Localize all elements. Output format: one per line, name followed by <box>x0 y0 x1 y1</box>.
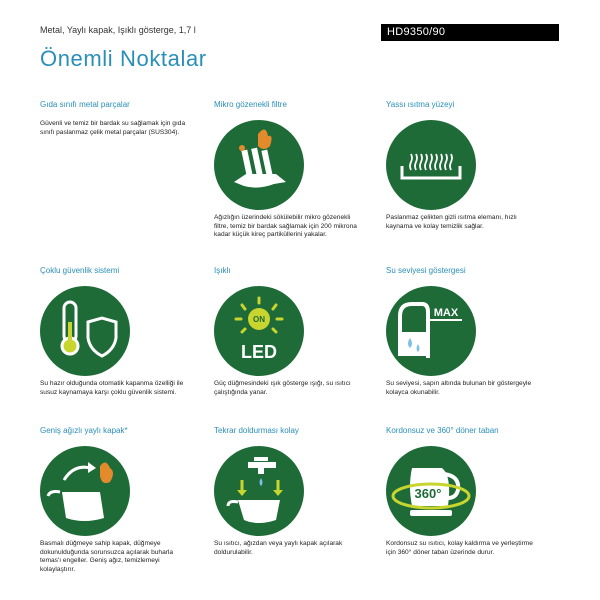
feature-heading: Kordonsuz ve 360° döner taban <box>386 426 499 435</box>
water-level-icon <box>386 286 476 376</box>
feature-heading: Mikro gözenekli filtre <box>214 100 287 109</box>
product-subtitle: Metal, Yaylı kapak, Işıklı gösterge, 1,7 l <box>40 25 196 35</box>
max-text: MAX <box>433 307 459 319</box>
feature-description: Basmalı düğmeye sahip kapak, düğmeye dokunulduğunda sorunsuzca açılarak buharla temas'ı engeller. Geniş ağız, temizlemeyi kolaylaştırır. <box>40 540 174 573</box>
feature-easy-refill <box>214 426 374 556</box>
feature-light <box>214 266 374 396</box>
feature-description: Su hazır olduğunda otomatik kapanma özelliği ile susuz kaynamaya karşı çoklu güvenlik sistemi. <box>40 380 184 396</box>
feature-description: Paslanmaz çelikten gizli ısıtma elemanı, hızlı kaynama ve kolay temizlik sağlar. <box>386 214 517 230</box>
page-title: Önemli Noktalar <box>40 46 207 71</box>
feature-heading: Tekrar doldurması kolay <box>214 426 299 435</box>
feature-water-level <box>386 266 546 396</box>
feature-description: Ağızlığın üzerindeki sökülebilir mikro gözenekli filtre, temiz bir bardak sağlamak için 200 mikrona kadar küçük kireç partiküllerini yakalar. <box>214 214 357 239</box>
heating-plate-icon <box>386 120 476 210</box>
feature-description: Su ısıtıcı, ağızdan veya yaylı kapak açılarak doldurulabilir. <box>214 540 343 556</box>
rotation-360-text: 360° <box>414 486 442 501</box>
feature-heading: Su seviyesi göstergesi <box>386 266 466 275</box>
feature-description: Güç düğmesindeki ışık gösterge ışığı, su ısıtıcı çalıştığında yanar. <box>214 380 351 396</box>
model-number-badge: HD9350/90 <box>381 24 559 41</box>
feature-micro-filter <box>214 100 374 239</box>
feature-heading: Yassı ısıtma yüzeyi <box>386 100 455 109</box>
rotating-base-icon <box>386 446 476 536</box>
feature-description: Güvenli ve temiz bir bardak su sağlamak için gıda sınıfı paslanmaz çelik metal parçalar (SUS304). <box>40 120 186 136</box>
led-on-text: ON <box>253 315 265 324</box>
feature-cordless-360 <box>386 426 546 556</box>
feature-description: Kordonsuz su ısıtıcı, kolay kaldırma ve yerleştirme için 360° döner taban üzerinde durur. <box>386 540 533 556</box>
feature-flat-heating-plate <box>386 100 546 230</box>
filter-icon <box>214 120 304 210</box>
feature-heading: Çoklu güvenlik sistemi <box>40 266 120 275</box>
refill-tap-icon <box>214 446 304 536</box>
led-text: LED <box>241 342 277 362</box>
thermometer-shield-icon <box>40 286 130 376</box>
kettle-lid-icon <box>40 446 130 536</box>
feature-wide-lid <box>40 426 200 573</box>
feature-food-grade-metal <box>40 100 200 136</box>
feature-heading: Geniş ağızlı yaylı kapak* <box>40 426 128 435</box>
feature-heading: Işıklı <box>214 266 231 275</box>
feature-description: Su seviyesi, sapın altında bulunan bir göstergeyle kolayca okunabilir. <box>386 380 532 396</box>
feature-multi-safety <box>40 266 200 396</box>
feature-heading: Gıda sınıfı metal parçalar <box>40 100 130 109</box>
led-light-icon <box>214 286 304 376</box>
